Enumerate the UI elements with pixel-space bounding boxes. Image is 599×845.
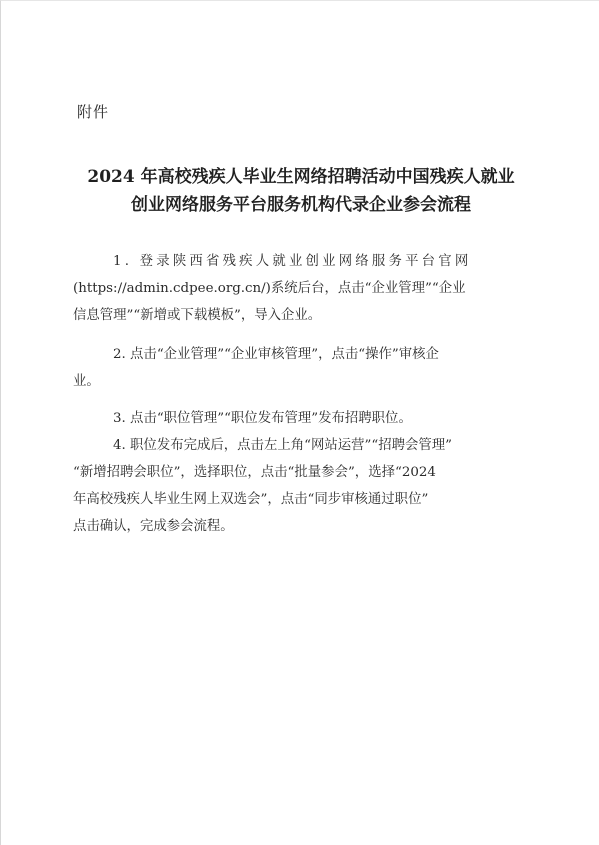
step-line: (https://admin.cdpee.org.cn/)系统后台，点击“企业管理”“企业 — [73, 281, 466, 296]
step-1-paragraph — [73, 248, 519, 329]
step-line: “新增招聘会职位”，选择职位，点击“批量参会”，选择“2024 — [73, 465, 436, 480]
document-title-line: 创业网络服务平台服务机构代录企业参会流程 — [131, 195, 471, 215]
step-line: 3. 点击“职位管理”“职位发布管理”发布招聘职位。 — [113, 411, 412, 426]
step-line: 业。 — [73, 374, 100, 389]
step-line: 4. 职位发布完成后，点击左上角“网站运营”“招聘会管理” — [113, 438, 453, 453]
attachment-label: 附件 — [77, 103, 110, 121]
step-2-paragraph — [73, 341, 519, 395]
step-line: 点击确认，完成参会流程。 — [73, 519, 234, 534]
step-4-paragraph — [73, 432, 519, 540]
step-line: 1. 登录陕西省残疾人就业创业网络服务平台官网 — [113, 254, 472, 269]
document-title — [73, 163, 529, 219]
step-3-paragraph — [87, 405, 519, 432]
step-line: 年高校残疾人毕业生网上双选会”，点击“同步审核通过职位” — [73, 492, 429, 507]
step-line: 信息管理”“新增或下载模板”，导入企业。 — [73, 308, 322, 323]
step-line: 2. 点击“企业管理”“企业审核管理”，点击“操作”审核企 — [113, 347, 439, 362]
document-title-line: 2024 年高校残疾人毕业生网络招聘活动中国残疾人就业 — [87, 167, 515, 187]
